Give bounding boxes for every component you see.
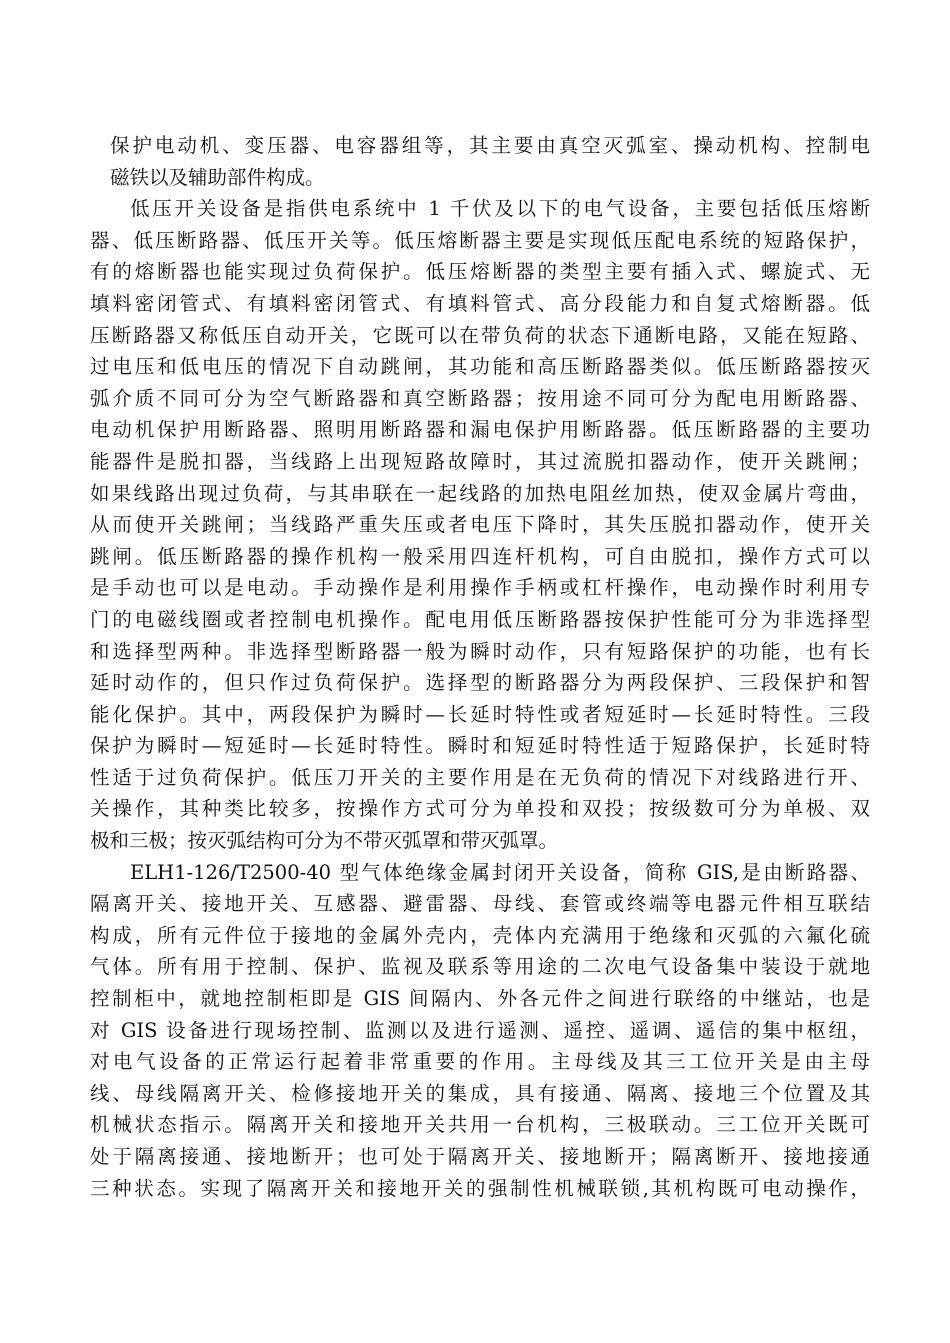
text-line: 电动机保护用断路器、照明用断路器和漏电保护用断路器。低压断路器的主要功 — [90, 418, 870, 442]
text-line: 磁铁以及辅助部件构成。 — [110, 165, 325, 189]
text-line: 保护为瞬时—短延时—长延时特性。瞬时和短延时特性适于短路保护，长延时特 — [90, 734, 870, 758]
text-line: 能化保护。其中，两段保护为瞬时—长延时特性或者短延时—长延时特性。三段 — [90, 702, 870, 726]
text-line: 能器件是脱扣器，当线路上出现短路故障时，其过流脱扣器动作，使开关跳闸； — [90, 449, 870, 473]
text-line: 过电压和低电压的情况下自动跳闸，其功能和高压断路器类似。低压断路器按灭 — [90, 355, 870, 379]
text-line: 跳闸。低压断路器的操作机构一般采用四连杆机构，可自由脱扣，操作方式可以 — [90, 544, 870, 568]
text-line: 对 GIS 设备进行现场控制、监测以及进行遥测、遥控、遥调、遥信的集中枢纽， — [90, 1018, 870, 1042]
text-line: 器、低压断路器、低压开关等。低压熔断器主要是实现低压配电系统的短路保护， — [90, 228, 870, 252]
text-line: 保护电动机、变压器、电容器组等，其主要由真空灭弧室、操动机构、控制电 — [110, 134, 870, 157]
text-line: 机械状态指示。隔离开关和接地开关共用一台机构，三极联动。三工位开关既可 — [90, 1113, 870, 1137]
paragraph-start-line: 低压开关设备是指供电系统中 1 千伏及以下的电气设备，主要包括低压熔断 — [130, 197, 870, 221]
text-line: 有的熔断器也能实现过负荷保护。低压熔断器的类型主要有插入式、螺旋式、无 — [90, 260, 870, 284]
text-line: 构成，所有元件位于接地的金属外壳内，壳体内充满用于绝缘和灭弧的六氟化硫 — [90, 923, 870, 947]
text-line: 极和三极；按灭弧结构可分为不带灭弧罩和带灭弧罩。 — [90, 829, 559, 853]
text-line: 控制柜中，就地控制柜即是 GIS 间隔内、外各元件之间进行联络的中继站，也是 — [90, 987, 870, 1011]
text-line: 填料密闭管式、有填料密闭管式、有填料管式、高分段能力和自复式熔断器。低 — [90, 291, 870, 315]
text-line: 延时动作的，但只作过负荷保护。选择型的断路器分为两段保护、三段保护和智 — [90, 671, 870, 695]
paragraph-start-line: ELH1-126/T2500-40 型气体绝缘金属封闭开关设备，简称 GIS,是由断路器、 — [130, 860, 870, 884]
text-line: 气体。所有用于控制、保护、监视及联系等用途的二次电气设备集中装设于就地 — [90, 955, 870, 979]
text-line: 和选择型两种。非选择型断路器一般为瞬时动作，只有短路保护的功能，也有长 — [90, 639, 870, 663]
text-line: 处于隔离接通、接地断开；也可处于隔离开关、接地断开；隔离断开、接地接通 — [90, 1145, 870, 1168]
text-line: 从而使开关跳闸；当线路严重失压或者电压下降时，其失压脱扣器动作，使开关 — [90, 513, 870, 537]
text-line: 门的电磁线圈或者控制电机操作。配电用低压断路器按保护性能可分为非选择型 — [90, 607, 870, 631]
text-line: 隔离开关、接地开关、互感器、避雷器、母线、套管或终端等电器元件相互联结 — [90, 892, 870, 916]
document-body — [90, 130, 870, 1204]
text-line: 压断路器又称低压自动开关，它既可以在带负荷的状态下通断电路，又能在短路、 — [90, 323, 870, 347]
text-line: 关操作，其种类比较多，按操作方式可分为单投和双投；按级数可分为单极、双 — [90, 797, 870, 821]
text-line: 是手动也可以是电动。手动操作是利用操作手柄或杠杆操作，电动操作时利用专 — [90, 576, 870, 600]
text-line: 线、母线隔离开关、检修接地开关的集成，具有接通、隔离、接地三个位置及其 — [90, 1081, 870, 1105]
text-line: 弧介质不同可分为空气断路器和真空断路器；按用途不同可分为配电用断路器、 — [90, 386, 870, 410]
text-line: 性适于过负荷保护。低压刀开关的主要作用是在无负荷的情况下对线路进行开、 — [90, 765, 870, 789]
text-line: 三种状态。实现了隔离开关和接地开关的强制性机械联锁,其机构既可电动操作， — [90, 1176, 870, 1200]
text-line: 对电气设备的正常运行起着非常重要的作用。主母线及其三工位开关是由主母 — [90, 1050, 870, 1074]
text-line: 如果线路出现过负荷，与其串联在一起线路的加热电阻丝加热，使双金属片弯曲， — [90, 481, 870, 505]
